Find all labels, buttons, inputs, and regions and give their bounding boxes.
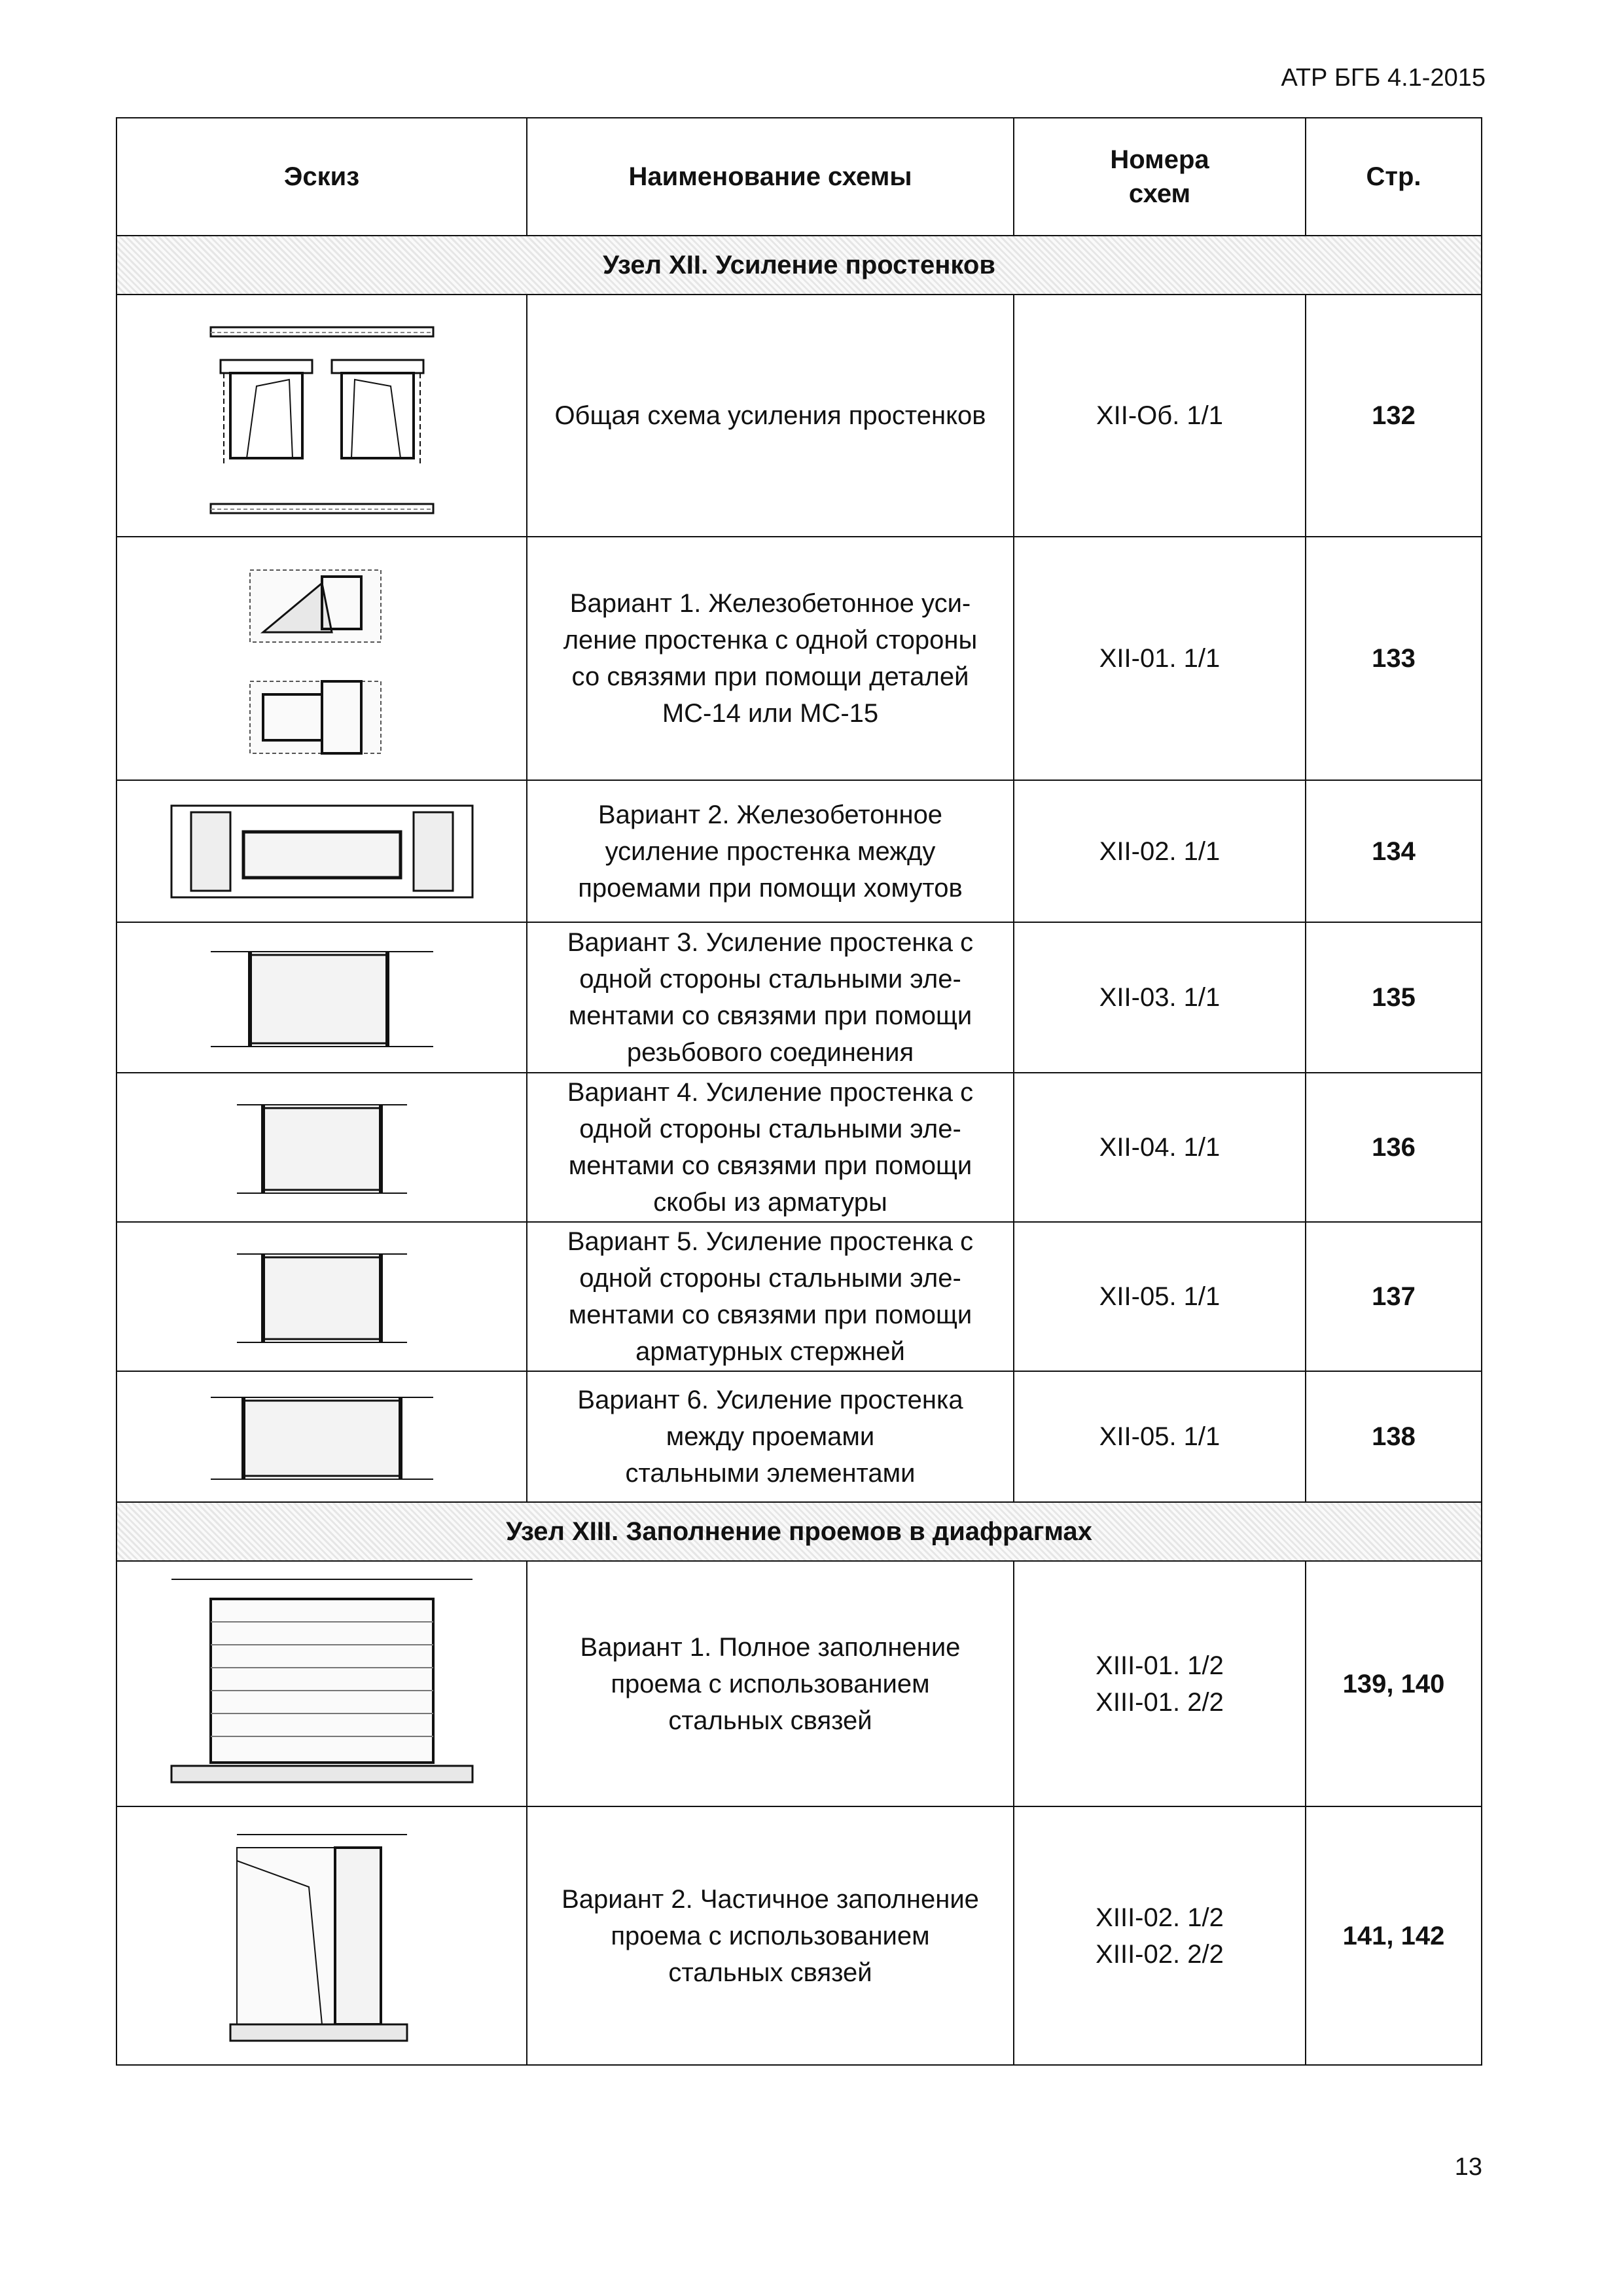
partial-opening-infill-sketch (116, 1806, 527, 2065)
scheme-name: Вариант 5. Усиление простенка с одной стороны стальными эле- ментами со связями при помощи арматурных стержней (527, 1222, 1014, 1371)
steel-rebar-bracket-sketch (116, 1073, 527, 1222)
page-ref: 135 (1306, 922, 1482, 1073)
rc-reinforcement-clamps-sketch (116, 780, 527, 922)
scheme-name: Вариант 4. Усиление простенка с одной стороны стальными эле- ментами со связями при помощи скобы из арматуры (527, 1073, 1014, 1222)
table-row (116, 537, 1482, 780)
page-ref: 137 (1306, 1222, 1482, 1371)
page-ref: 136 (1306, 1073, 1482, 1222)
scheme-name: Вариант 3. Усиление простенка с одной стороны стальными эле- ментами со связями при помощи резьбового соединения (527, 922, 1014, 1073)
scheme-name: Вариант 2. Железобетонное усиление простенка между проемами при помощи хомутов (527, 780, 1014, 922)
scheme-code: XIII-01. 2/2 (1096, 1687, 1224, 1717)
scheme-name: Вариант 2. Частичное заполнение проема с использованием стальных связей (527, 1806, 1014, 2065)
page-ref: 141, 142 (1306, 1806, 1482, 2065)
section-row (116, 236, 1482, 295)
scheme-name: Вариант 1. Полное заполнение проема с использованием стальных связей (527, 1561, 1014, 1806)
scheme-code: XIII-02. 1/2 (1096, 1903, 1224, 1932)
page-number: 13 (1454, 2153, 1482, 2181)
scheme-code: XIII-02. 2/2 (1096, 1939, 1224, 1969)
table-row (116, 1806, 1482, 2065)
steel-rebar-rods-sketch (116, 1222, 527, 1371)
table-row (116, 1222, 1482, 1371)
column-header-name: Наименование схемы (527, 118, 1014, 236)
scheme-codes (1014, 1806, 1306, 2065)
one-side-rc-reinforcement-sketch (116, 537, 527, 780)
scheme-name: Вариант 1. Железобетонное уси- ление простенка с одной стороны со связями при помощи деталей МС-14 или МС-15 (527, 537, 1014, 780)
wall-reinforcement-overview-sketch (116, 295, 527, 537)
scheme-codes: XII-03. 1/1 (1014, 922, 1306, 1073)
table-row (116, 1073, 1482, 1222)
table-row (116, 295, 1482, 537)
page-ref: 134 (1306, 780, 1482, 922)
scheme-codes: XII-05. 1/1 (1014, 1222, 1306, 1371)
document-code: АТР БГБ 4.1-2015 (1281, 64, 1486, 92)
scheme-codes: XII-Об. 1/1 (1014, 295, 1306, 537)
scheme-codes: XII-02. 1/1 (1014, 780, 1306, 922)
table-row (116, 1561, 1482, 1806)
table-row (116, 922, 1482, 1073)
steel-threaded-connection-sketch (116, 922, 527, 1073)
scheme-codes: XII-01. 1/1 (1014, 537, 1306, 780)
table-row (116, 780, 1482, 922)
section-title: Узел XII. Усиление простенков (116, 236, 1482, 295)
scheme-codes (1014, 1561, 1306, 1806)
column-header-codes: Номера схем (1014, 118, 1306, 236)
table-row (116, 1371, 1482, 1502)
steel-between-openings-sketch (116, 1371, 527, 1502)
page-ref: 133 (1306, 537, 1482, 780)
schemes-index-table (116, 117, 1482, 2066)
scheme-code: XIII-01. 1/2 (1096, 1651, 1224, 1680)
scheme-codes: XII-05. 1/1 (1014, 1371, 1306, 1502)
scheme-name: Вариант 6. Усиление простенка между проемами стальными элементами (527, 1371, 1014, 1502)
column-header-page: Стр. (1306, 118, 1482, 236)
page-ref: 139, 140 (1306, 1561, 1482, 1806)
page-ref: 132 (1306, 295, 1482, 537)
section-title: Узел XIII. Заполнение проемов в диафрагмах (116, 1502, 1482, 1561)
scheme-codes: XII-04. 1/1 (1014, 1073, 1306, 1222)
full-opening-infill-sketch (116, 1561, 527, 1806)
column-header-sketch: Эскиз (116, 118, 527, 236)
section-row (116, 1502, 1482, 1561)
page-ref: 138 (1306, 1371, 1482, 1502)
scheme-name: Общая схема усиления простенков (527, 295, 1014, 537)
